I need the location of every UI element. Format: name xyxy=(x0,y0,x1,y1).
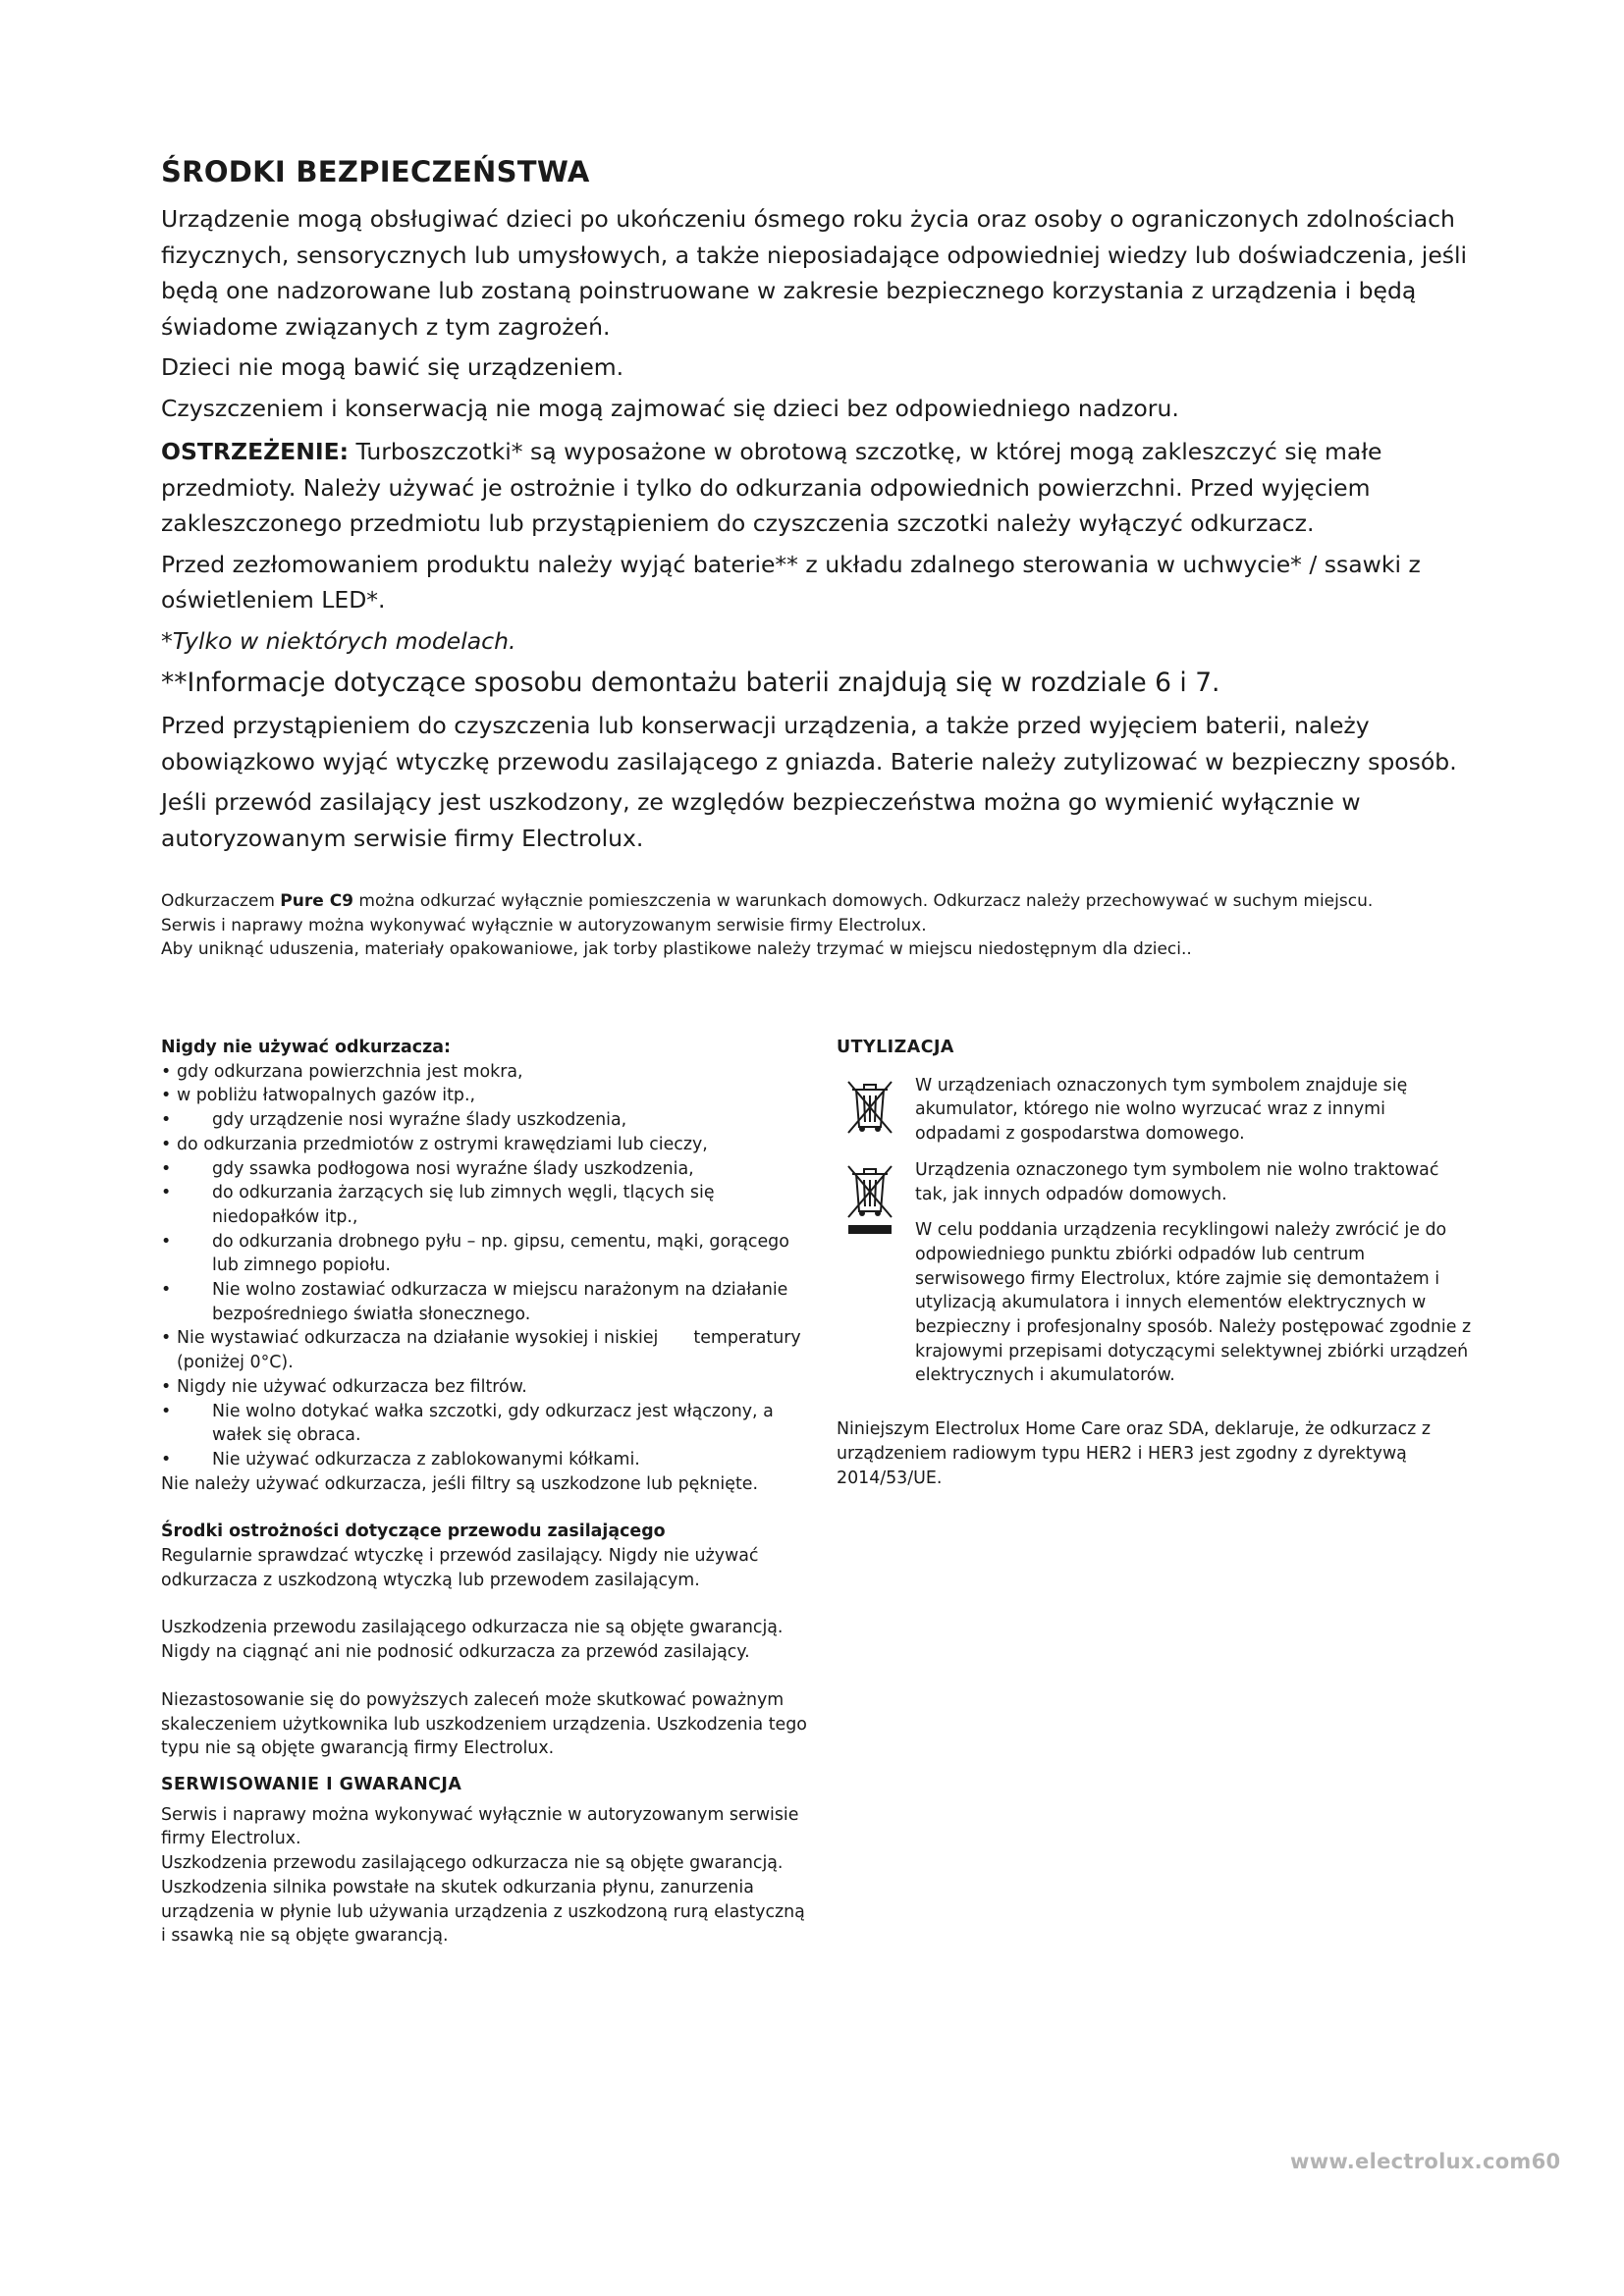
cord-paragraph: Niezastosowanie się do powyższych zaleceń może skutkować poważnym skaleczeniem użytkownika lub uszkodzeniem urządzenia. Uszkodzenia tego typu nie są objęte gwarancją firmy Electrolux. xyxy=(161,1689,807,1759)
list-item: • Nie wolno zostawiać odkurzacza w miejscu narażonym na działanie bezpośredniego światła słonecznego. xyxy=(161,1278,809,1326)
list-item: • do odkurzania żarzących się lub zimnych węgli, tlących się niedopałków itp., xyxy=(161,1181,809,1229)
intro-paragraph: Czyszczeniem i konserwacją nie mogą zajmować się dzieci bez odpowiedniego nadzoru. xyxy=(161,394,1179,422)
cord-paragraph: Regularnie sprawdzać wtyczkę i przewód zasilający. Nigdy nie używać odkurzacza z uszkodzoną wtyczką lub przewodem zasilającym. xyxy=(161,1546,759,1590)
list-item: • gdy odkurzana powierzchnia jest mokra, xyxy=(161,1060,809,1085)
weee-crossed-bin-icon xyxy=(842,1162,897,1237)
disposal-paragraph: W celu poddania urządzenia recyklingowi należy zwrócić je do odpowiedniego punktu zbiórki odpadów lub centrum serwisowego firmy Electrolux, które zajmie się demontażem i utylizacją akumulatora i innych elementów elektrycznych w bezpieczny i profesjonalny sposób. Należy postępować zgodnie z krajowymi przepisami dotyczącymi selektywnej zbiórki urządzeń elektrycznych i akumulatorów. xyxy=(915,1220,1472,1386)
model-name: Pure C9 xyxy=(280,891,353,911)
list-item: • do odkurzania przedmiotów z ostrymi krawędziami lub cieczy, xyxy=(161,1133,809,1157)
filters-warning: Nie należy używać odkurzacza, jeśli filtry są uszkodzone lub pęknięte. xyxy=(161,1473,759,1494)
list-item: • gdy ssawka podłogowa nosi wyraźne ślady uszkodzenia, xyxy=(161,1157,809,1182)
conformity-declaration: Niniejszym Electrolux Home Care oraz SDA, deklaruje, że odkurzacz z urządzeniem radiowym typu HER2 i HER3 jest zgodny z dyrektywą 2014/53/UE. xyxy=(837,1419,1431,1488)
list-item: • gdy urządzenie nosi wyraźne ślady uszkodzenia, xyxy=(161,1108,809,1133)
list-item: • w pobliżu łatwopalnych gazów itp., xyxy=(161,1084,809,1108)
intro-paragraph: Dzieci nie mogą bawić się urządzeniem. xyxy=(161,353,624,381)
note-line: Serwis i naprawy można wykonywać wyłącznie w autoryzowanym serwisie firmy Electrolux. xyxy=(161,915,927,935)
list-item: • Nie wystawiać odkurzacza na działanie wysokiej i niskiej temperatury (poniżej 0°C). xyxy=(161,1326,809,1374)
disposal-paragraph: Urządzenia oznaczonego tym symbolem nie wolno traktować tak, jak innych odpadów domowych. xyxy=(915,1159,1439,1204)
warning-label: OSTRZEŻENIE: xyxy=(161,438,350,465)
service-warranty-heading: SERWISOWANIE I GWARANCJA xyxy=(161,1774,462,1794)
list-item: • do odkurzania drobnego pyłu – np. gipsu, cementu, mąki, gorącego lub zimnego popiołu. xyxy=(161,1230,809,1278)
intro-paragraph: Urządzenie mogą obsługiwać dzieci po ukończeniu ósmego roku życia oraz osoby o ograniczonych zdolnościach fizycznych, sensorycznych lub umysłowych, a także nieposiadające odpowiedniej wiedzy lub doświadczenia, jeśli będą one nadzorowane lub zostaną poinstruowane w zakresie bezpiecznego korzystania z urządzenia i będą świadome związanych z tym zagrożeń. xyxy=(161,205,1468,341)
cord-paragraph: Uszkodzenia przewodu zasilającego odkurzacza nie są objęte gwarancją. Nigdy na ciągnąć ani nie podnosić odkurzacza za przewód zasilający. xyxy=(161,1618,784,1663)
left-column xyxy=(161,1036,809,1949)
battery-disposal-row xyxy=(837,1074,1475,1147)
service-paragraph: Serwis i naprawy można wykonywać wyłącznie w autoryzowanym serwisie firmy Electrolux. xyxy=(161,1804,799,1849)
small-notes xyxy=(161,889,1477,962)
warning-text: Turboszczotki* są wyposażone w obrotową szczotkę, w której mogą zakleszczyć się małe przedmioty. Należy używać je ostrożnie i tylko do odkurzania odpowiednich powierzchni. Przed wyjęciem zakleszczonego przedmiotu lub przystąpieniem do czyszczenia szczotki należy wyłączyć odkurzacz. xyxy=(161,438,1382,537)
disposal-heading: UTYLIZACJA xyxy=(837,1038,954,1057)
service-paragraph: Uszkodzenia silnika powstałe na skutek odkurzania płynu, zanurzenia urządzenia w płynie lub używania urządzenia z uszkodzoną rurą elastyczną i ssawką nie są objęte gwarancją. xyxy=(161,1877,805,1947)
cord-precautions-heading: Środki ostrożności dotyczące przewodu zasilającego xyxy=(161,1522,666,1542)
intro-section xyxy=(161,201,1477,861)
warning-paragraph xyxy=(161,434,1477,542)
models-note: *Tylko w niektórych modelach. xyxy=(161,626,516,655)
list-item: • Nie wolno dotykać wałka szczotki, gdy odkurzacz jest włączony, a wałek się obraca. xyxy=(161,1400,809,1448)
service-paragraph: Uszkodzenia przewodu zasilającego odkurzacza nie są objęte gwarancją. xyxy=(161,1853,784,1874)
intro-paragraph: Przed zezłomowaniem produktu należy wyjąć baterie** z układu zdalnego sterowania w uchwycie* / ssawki z oświetleniem LED*. xyxy=(161,550,1421,614)
weee-disposal-row xyxy=(837,1158,1475,1388)
list-item: • Nie używać odkurzacza z zablokowanymi kółkami. xyxy=(161,1448,809,1472)
never-use-list xyxy=(161,1060,809,1472)
note-line: Odkurzaczem Pure C9 można odkurzać wyłącznie pomieszczenia w warunkach domowych. Odkurzacz należy przechowywać w suchym miejscu. xyxy=(161,891,1374,911)
crossed-bin-icon xyxy=(842,1078,897,1137)
disposal-paragraph: W urządzeniach oznaczonych tym symbolem znajduje się akumulator, którego nie wolno wyrzucać wraz z innymi odpadami z gospodarstwa domowego. xyxy=(915,1075,1408,1145)
footer-url-page-number[interactable]: www.electrolux.com60 xyxy=(1290,2150,1561,2173)
page-title: ŚRODKI BEZPIECZEŃSTWA xyxy=(161,155,590,188)
intro-paragraph: Jeśli przewód zasilający jest uszkodzony, ze względów bezpieczeństwa można go wymienić wyłącznie w autoryzowanym serwisie firmy Electrolux. xyxy=(161,788,1361,852)
note-line: Aby uniknąć uduszenia, materiały opakowaniowe, jak torby plastikowe należy trzymać w miejscu niedostępnym dla dzieci.. xyxy=(161,939,1192,959)
intro-paragraph: Przed przystąpieniem do czyszczenia lub konserwacji urządzenia, a także przed wyjęciem baterii, należy obowiązkowo wyjąć wtyczkę przewodu zasilającego z gniazda. Baterie należy zutylizować w bezpieczny sposób. xyxy=(161,712,1457,775)
right-column xyxy=(837,1036,1475,1490)
battery-info-note: **Informacje dotyczące sposobu demontażu baterii znajdują się w rozdziale 6 i 7. xyxy=(161,667,1220,698)
never-use-heading: Nigdy nie używać odkurzacza: xyxy=(161,1038,451,1057)
list-item: • Nigdy nie używać odkurzacza bez filtrów. xyxy=(161,1375,809,1400)
